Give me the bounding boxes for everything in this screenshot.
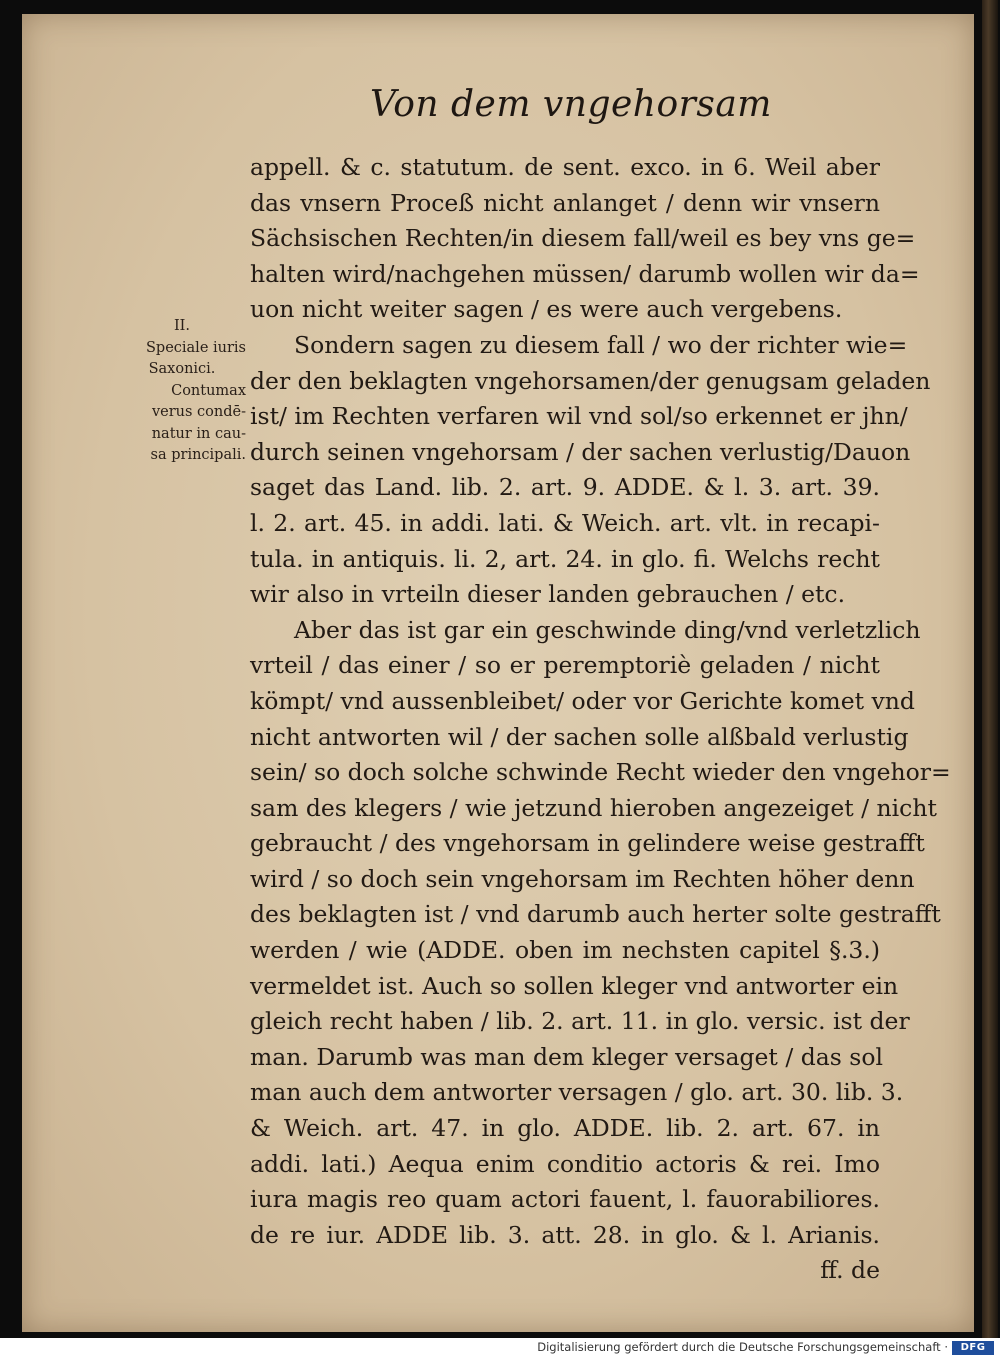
page-edge	[982, 0, 998, 1338]
text-line: gebraucht / des vngehorsam in gelindere weise gestrafft	[250, 829, 925, 858]
margin-note-line: sa principali.	[150, 447, 246, 463]
text-line: uon nicht weiter sagen / es were auch vergebens.	[250, 295, 843, 324]
text-line: das vnsern Proceß nicht anlanget / denn wir vnsern	[250, 188, 880, 217]
text-line: wird / so doch sein vngehorsam im Rechten höher denn	[250, 864, 915, 893]
body-text	[250, 150, 951, 1289]
text-line: wir also in vrteiln dieser landen gebrauchen / etc.	[250, 580, 846, 609]
margin-note-line: Saxonici.	[148, 361, 216, 377]
text-line: des beklagten ist / vnd darumb auch herter solte gestrafft	[250, 900, 941, 929]
text-line: durch seinen vngehorsam / der sachen verlustig/Dauon	[250, 437, 911, 466]
text-line: man. Darumb was man dem kleger versaget / das sol	[250, 1042, 884, 1071]
text-line: & Weich. art. 47. in glo. ADDE. lib. 2. art. 67. in	[250, 1114, 880, 1143]
text-line: man auch dem antworter versagen / glo. art. 30. lib. 3.	[250, 1078, 904, 1107]
text-line: appell. & c. statutum. de sent. exco. in 6. Weil aber	[250, 153, 880, 181]
text-line: ist/ im Rechten verfaren wil vnd sol/so erkennet er jhn/	[250, 402, 908, 431]
funding-credit: Digitalisierung gefördert durch die Deutsche Forschungsgemeinschaft ·	[537, 1340, 948, 1354]
text-line: saget das Land. lib. 2. art. 9. ADDE. & l. 3. art. 39.	[250, 473, 880, 502]
text-line: kömpt/ vnd aussenbleibet/ oder vor Gerichte komet vnd	[250, 686, 915, 715]
text-line: halten wird/nachgehen müssen/ darumb wollen wir da=	[250, 259, 920, 288]
footer-bar	[0, 1338, 1000, 1358]
catchword: ff. de	[820, 1256, 880, 1285]
margin-note-line: Speciale iuris	[145, 339, 246, 356]
margin-note	[118, 316, 246, 467]
running-head: Von dem vngehorsam	[370, 84, 772, 125]
text-line: der den beklagten vngehorsamen/der genugsam geladen	[250, 366, 931, 395]
text-line: sam des klegers / wie jetzund hieroben angezeiget / nicht	[250, 793, 937, 822]
text-line: addi. lati.) Aequa enim conditio actoris & rei. Imo	[250, 1149, 880, 1178]
dfg-logo: DFG	[952, 1341, 994, 1355]
margin-note-line: II.	[173, 318, 191, 334]
text-line: tula. in antiquis. li. 2, art. 24. in glo. fi. Welchs recht	[250, 544, 880, 573]
text-line: Sondern sagen zu diesem fall / wo der richter wie=	[294, 330, 908, 359]
text-line: nicht antworten wil / der sachen solle alßbald verlustig	[250, 722, 909, 751]
text-line: sein/ so doch solche schwinde Recht wieder den vngehor=	[250, 758, 951, 787]
margin-note-line: natur in cau-	[151, 425, 246, 442]
text-line: werden / wie (ADDE. oben im nechsten capitel §.3.)	[250, 936, 880, 965]
text-line: l. 2. art. 45. in addi. lati. & Weich. art. vlt. in recapi-	[250, 508, 880, 537]
text-line: Aber das ist gar ein geschwinde ding/vnd verletzlich	[294, 615, 921, 644]
text-line: de re iur. ADDE lib. 3. att. 28. in glo. & l. Arianis.	[250, 1220, 880, 1249]
text-line: Sächsischen Rechten/in diesem fall/weil es bey vns ge=	[250, 224, 916, 253]
text-line: vermeldet ist. Auch so sollen kleger vnd antworter ein	[250, 971, 899, 1000]
text-line: vrteil / das einer / so er peremptoriè geladen / nicht	[250, 651, 880, 680]
margin-note-line: Contumax	[171, 382, 246, 399]
margin-note-line: verus condē-	[151, 404, 246, 420]
text-line: gleich recht haben / lib. 2. art. 11. in glo. versic. ist der	[250, 1007, 910, 1036]
text-line: iura magis reo quam actori fauent, l. fauorabiliores.	[250, 1185, 880, 1214]
